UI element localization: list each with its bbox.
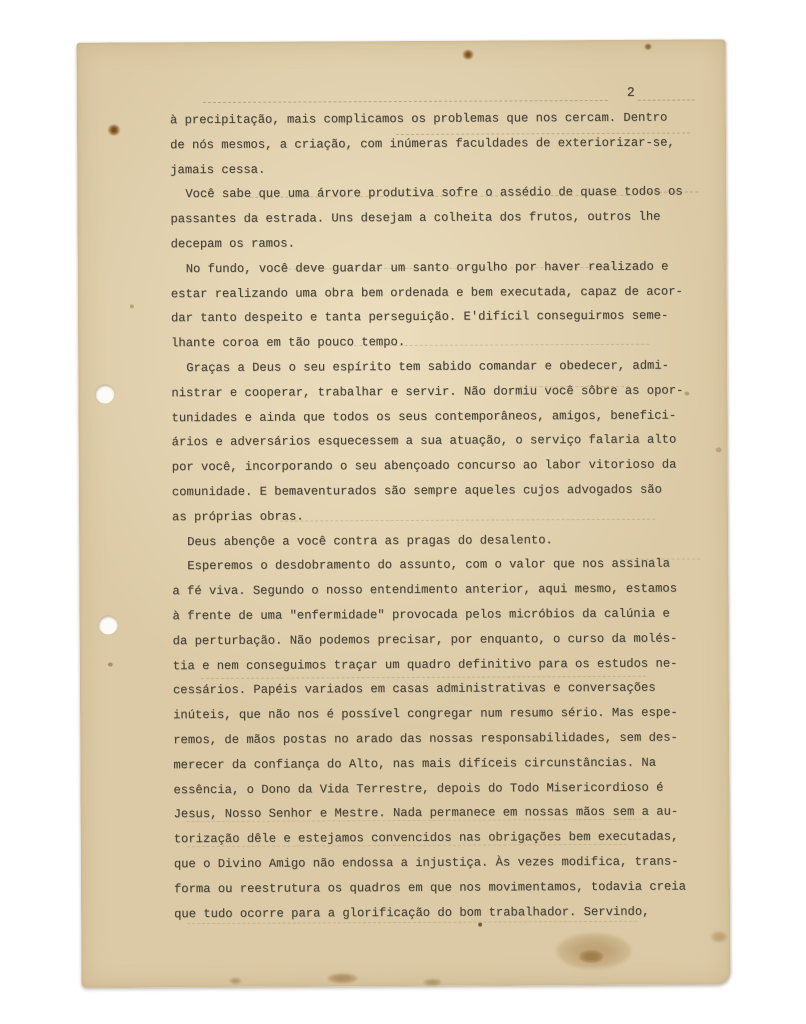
text-line: comunidade. E bemaventurados são sempre aqueles cujos advogados são [171, 482, 662, 500]
text-line: Graças a Deus o seu espírito tem sabido comandar e obedecer, admi- [186, 358, 669, 376]
text-line: Você sabe que uma árvore produtiva sofre o assédio de quase todos os [185, 184, 683, 202]
text-line: No fundo, você deve guardar um santo orgulho por haver realizado e [185, 259, 669, 276]
text-line: tia e nem conseguimos traçar um quadro definitivo para os estudos ne- [172, 656, 678, 673]
stain [463, 50, 474, 60]
stain [716, 447, 722, 452]
text-line: torização dêle e estejamos convencidos nas obrigações bem executadas, [173, 829, 679, 847]
text-line: dar tanto despeito e tanta perseguição. E'difícil conseguirmos seme- [170, 308, 669, 326]
text-line: jamais cessa. [170, 162, 266, 177]
stain [130, 304, 134, 308]
text-line: Jesus, Nosso Senhor e Mestre. Nada permanece em nossas mãos sem a au- [173, 804, 679, 822]
text-line: inúteis, que não nos é possível congregar num resumo sério. Mas espe- [173, 705, 678, 723]
text-line: forma ou reestrutura os quadros em que nos movimentamos, todavia creia [173, 879, 686, 896]
stain [108, 663, 113, 667]
text-line: à frente de uma "enfermidade" provocada pelos micróbios da calúnia e [172, 606, 670, 624]
text-line: essência, o Dono da Vida Terrestre, depois do Todo Misericordioso é [173, 780, 664, 797]
stain [711, 931, 727, 942]
text-line: Esperemos o desdobramento do assunto, com o valor que nos assinala [187, 556, 671, 574]
stain [645, 44, 652, 50]
text-line: a fé viva. Segundo o nosso entendimento anterior, aqui mesmo, estamos [172, 581, 678, 599]
stain [579, 950, 603, 963]
text-line: Deus abençôe a você contra as pragas do desalento. [187, 532, 553, 549]
text-line: que tudo ocorre para a glorificação do bom trabalhador. Servindo, [174, 904, 650, 921]
text-line: por você, incorporando o seu abençoado concurso ao labor vitorioso da [171, 457, 677, 475]
text-line: à precipitação, mais complicamos os problemas que nos cercam. Dentro [169, 110, 668, 128]
stain [108, 124, 120, 135]
page-number: 2 [626, 84, 635, 100]
text-line: lhante coroa em tão pouco tempo. [171, 335, 406, 351]
text-line: que o Divino Amigo não endossa a injustiça. Às vezes modifica, trans- [173, 854, 679, 872]
bleed-through-line [203, 100, 608, 103]
text-line: as próprias obras. [171, 509, 304, 524]
text-line: de nós mesmos, a criação, com inúmeras faculdades de exteriorizar-se, [170, 135, 675, 153]
text-line: merecer da confiança do Alto, nas mais difíceis circunstâncias. Na [173, 755, 657, 772]
text-line: da perturbação. Não podemos precisar, por enquanto, o curso da molés- [172, 631, 678, 648]
document-page [77, 39, 731, 987]
text-line: cessários. Papéis variados em casas administrativas e conversações [172, 681, 656, 698]
text-line: estar realizando uma obra bem ordenada e bem executada, capaz de acor- [170, 284, 683, 301]
typewritten-text [170, 105, 714, 926]
punch-hole [99, 615, 118, 634]
text-line: nistrar e cooperar, trabalhar e servir. Não dormiu você sôbre as opor- [171, 383, 684, 400]
stain [327, 973, 357, 983]
punch-hole [95, 385, 114, 404]
bleed-through-line [638, 99, 695, 100]
text-line: tunidades e ainda que todos os seus contemporâneos, amigos, benefici- [171, 408, 677, 425]
text-line: passantes da estrada. Uns desejam a colheita dos frutos, outros lhe [170, 209, 661, 227]
text-line: remos, de mãos postas no arado das nossas responsabilidades, sem des- [173, 730, 678, 748]
text-line: ários e adversários esquecessem a sua atuação, o serviço falaria alto [171, 432, 677, 450]
text-line: decepam os ramos. [170, 236, 295, 252]
stain [229, 978, 241, 984]
stain [423, 979, 441, 986]
